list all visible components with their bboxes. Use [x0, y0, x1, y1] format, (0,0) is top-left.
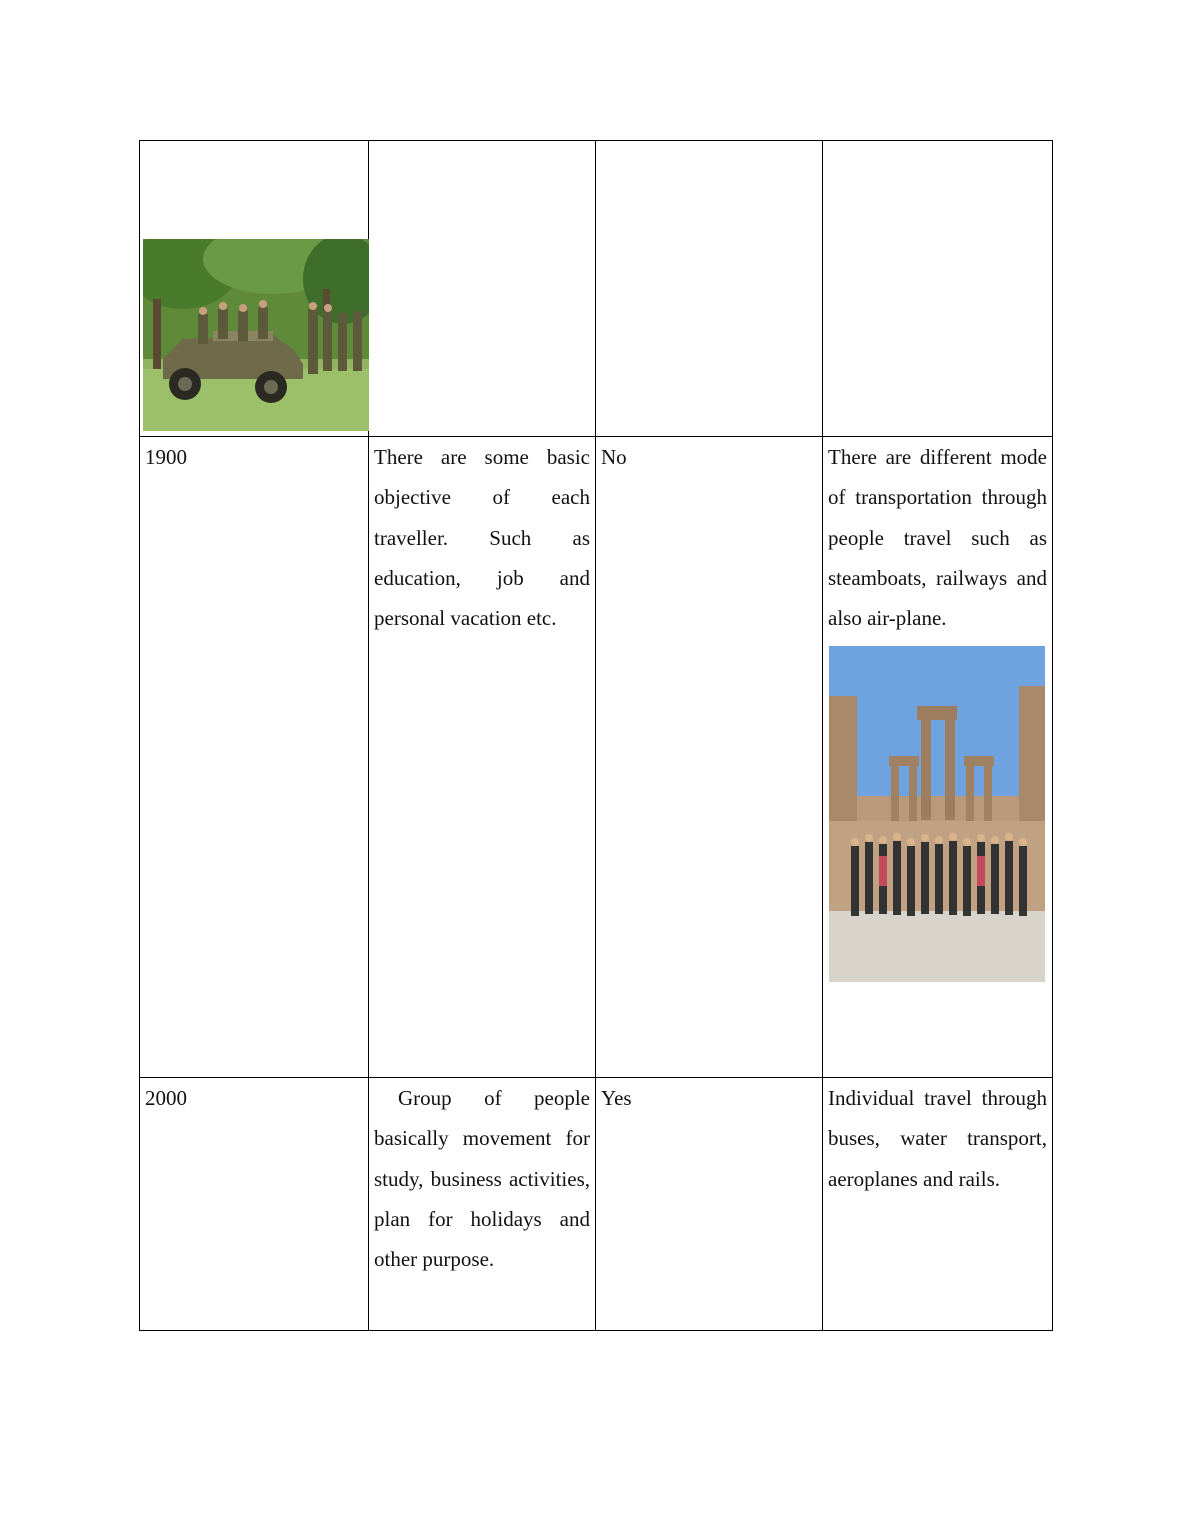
- table-cell: [823, 141, 1053, 437]
- table-row: [140, 1078, 1053, 1331]
- table-cell: [596, 141, 823, 437]
- answer-cell: Yes: [596, 1078, 823, 1331]
- ruins-group-photo: [829, 646, 1045, 982]
- transport-cell: Individual travel through buses, water transport, aeroplanes and rails.: [823, 1078, 1053, 1331]
- objective-cell: There are some basic objective of each traveller. Such as education, job and personal vacation etc.: [369, 437, 596, 1078]
- table-row: [140, 141, 1053, 437]
- year-cell: 1900: [140, 437, 369, 1078]
- answer-cell: No: [596, 437, 823, 1078]
- transport-text: There are different mode of transportation through people travel such as steamboats, railways and also air-plane.: [828, 445, 1047, 631]
- objective-cell: Group of people basically movement for study, business activities, plan for holidays and other purpose.: [369, 1078, 596, 1331]
- military-jeep-photo: [143, 239, 369, 431]
- table-row: [140, 437, 1053, 1078]
- history-table: [139, 140, 1053, 1331]
- table-cell: [369, 141, 596, 437]
- transport-cell: [823, 437, 1053, 1078]
- year-cell: 2000: [140, 1078, 369, 1331]
- table-cell-image: [140, 141, 369, 437]
